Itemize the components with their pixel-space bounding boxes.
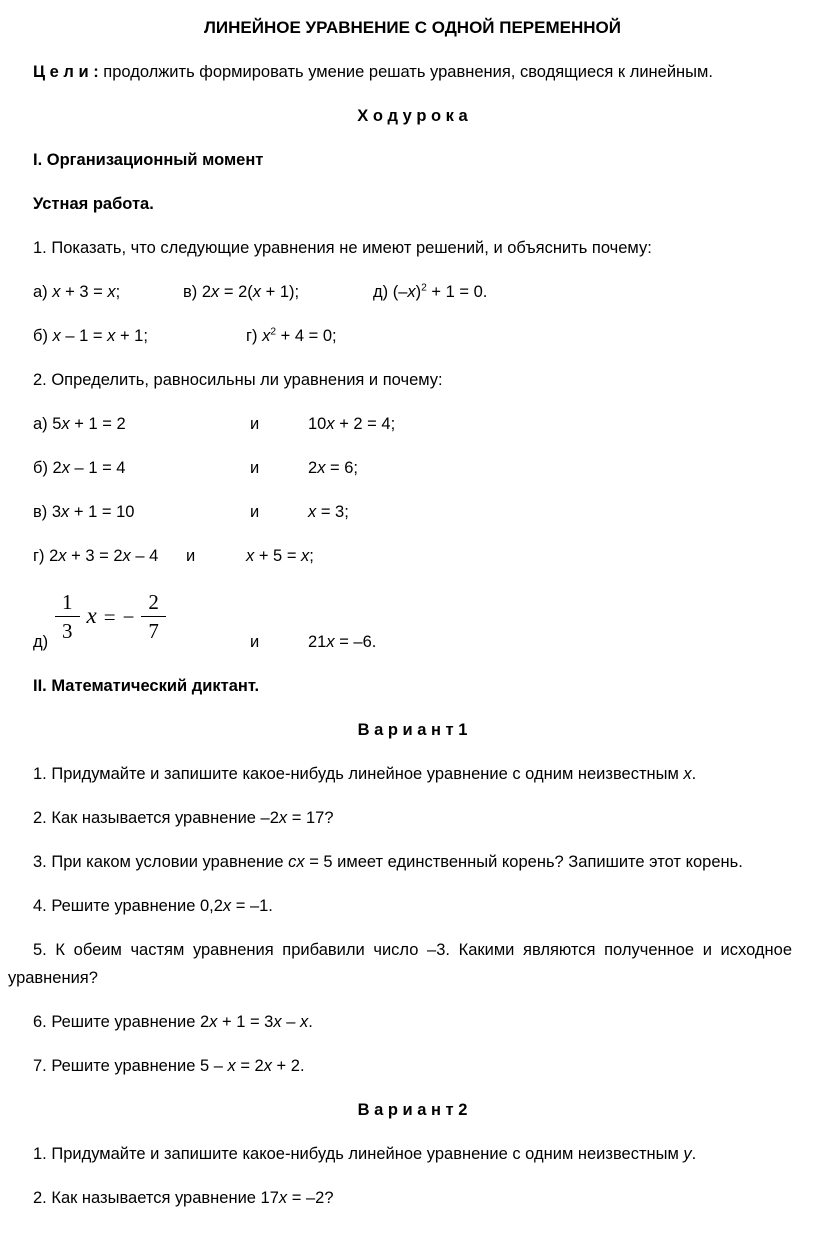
conjunction: и [186,547,196,565]
variant1-item-3: 3. При каком условии уравнение cx = 5 имеет единственный корень? Запишите этот корень. [33,853,743,871]
item-label: д) [33,633,49,651]
pair-left-equation: в) 3x + 1 = 10 [33,503,135,521]
fraction-numerator: 1 [55,590,80,617]
equation-item-b: б) x – 1 = x + 1; [33,327,148,345]
conjunction: и [250,415,260,433]
variant1-item-7: 7. Решите уравнение 5 – x = 2x + 2. [33,1057,305,1075]
section-1-heading: I. Организационный момент [33,151,264,169]
variant1-item-5-line-1: 5. К обеим частям уравнения прибавили число –3. Какими являются полученное и исходное [33,941,792,959]
variant2-item-1: 1. Придумайте и запишите какое-нибудь линейное уравнение с одним неизвестным y. [33,1145,697,1163]
task-1-equations-row-1 [33,278,792,306]
conjunction: и [250,459,260,477]
equation-item-d: д) $(-x)^2 + 1 = 0$. [373,282,488,301]
equals-sign: = [103,604,116,629]
goals-text: продолжить формировать умение решать уравнения, сводящиеся к линейным. [98,63,713,81]
variant1-item-4: 4. Решите уравнение 0,2x = –1. [33,897,273,915]
equation-variable: x [86,603,97,629]
fraction-denominator: 7 [148,619,159,644]
equation-item-a: а) x + 3 = x; [33,283,121,301]
conjunction: и [250,503,260,521]
pair-right-equation: 21x = –6. [308,633,377,651]
fraction-one-third [55,590,80,643]
goals-paragraph [33,58,792,86]
task-2-pair-b [33,454,792,482]
lesson-flow-heading: Х о д у р о к а [357,107,468,125]
fraction-numerator: 2 [141,590,166,617]
equation-item-g: г) $x^2 + 4 = 0$; [246,326,337,345]
document-title: ЛИНЕЙНОЕ УРАВНЕНИЕ С ОДНОЙ ПЕРЕМЕННОЙ [204,18,621,37]
variant1-item-5 [8,936,792,992]
fraction-denominator: 3 [62,619,73,644]
pair-right-equation: x = 3; [308,503,349,521]
pair-left-equation: б) 2x – 1 = 4 [33,459,126,477]
task-2-pair-d [33,586,792,656]
pair-left-equation: г) 2x + 3 = 2x – 4 [33,547,159,565]
variant1-item-1: 1. Придумайте и запишите какое-нибудь линейное уравнение с одним неизвестным x. [33,765,697,783]
goals-label: Ц е л и : [33,63,99,81]
variant-2-heading: В а р и а н т 2 [357,1101,468,1119]
oral-work-heading: Устная работа. [33,195,154,213]
variant-1-heading: В а р и а н т 1 [357,721,468,739]
variant1-item-6: 6. Решите уравнение 2x + 1 = 3x – x. [33,1013,313,1031]
variant2-item-2: 2. Как называется уравнение 17x = –2? [33,1189,334,1207]
fraction-equation [55,590,166,643]
fraction-two-sevenths [141,590,166,643]
pair-right-equation: 2x = 6; [308,459,359,477]
minus-sign: − [122,604,135,629]
pair-right-equation: 10x + 2 = 4; [308,415,396,433]
pair-left-equation: а) 5x + 1 = 2 [33,415,126,433]
equation-item-v: в) 2x = 2(x + 1); [183,283,300,301]
conjunction: и [250,633,260,651]
task-2-pair-a [33,410,792,438]
section-2-heading: II. Математический диктант. [33,677,260,695]
variant1-item-5-line-2: уравнения? [8,969,98,987]
task-2-pair-v [33,498,792,526]
variant1-item-2: 2. Как называется уравнение –2x = 17? [33,809,334,827]
pair-right-equation: x + 5 = x; [246,547,314,565]
task-1-equations-row-2 [33,322,792,350]
task-2-pair-g [33,542,792,570]
task-1-intro: 1. Показать, что следующие уравнения не имеют решений, и объяснить почему: [33,239,652,257]
task-2-intro: 2. Определить, равносильны ли уравнения и почему: [33,371,443,389]
